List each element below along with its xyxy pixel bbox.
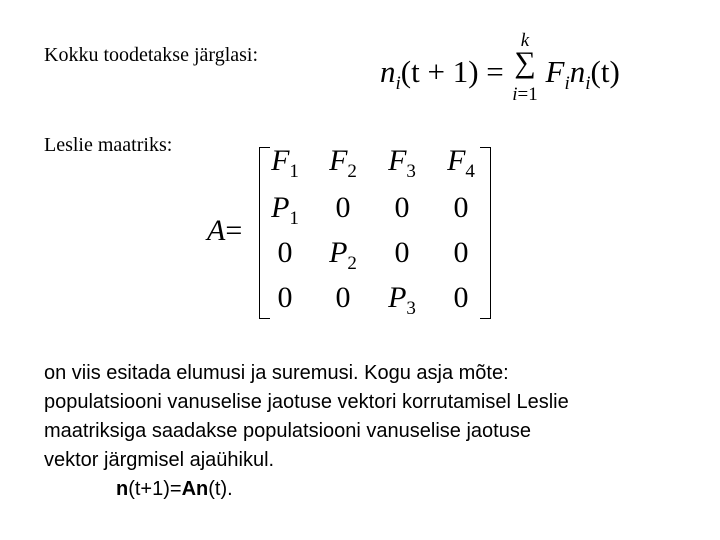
sum-upper-limit: k: [520, 30, 530, 51]
matrix-cell-r2-c1: $P_1$: [271, 191, 299, 229]
matrix-name: A=: [207, 214, 243, 247]
produced-offspring-label: Kokku toodetakse järglasi:: [44, 44, 259, 66]
sum-lower-limit: i=1: [512, 84, 538, 105]
explanation-line: maatriksiga saadakse populatsiooni vanuselise jaotuse: [44, 420, 531, 442]
matrix-cell-r3-c1: 0: [277, 236, 293, 269]
offspring-formula: [380, 28, 680, 110]
explanation-line: populatsiooni vanuselise jaotuse vektori korrutamisel Leslie: [44, 391, 569, 413]
formula-rhs-f: F: [545, 54, 565, 89]
formula-lhs-var: n: [380, 54, 396, 89]
matrix-cell-r4-c1: 0: [277, 281, 293, 314]
matrix-cell-r1-c3: $F_3$: [388, 144, 416, 182]
matrix-cell-r1-c1: $F_1$: [271, 144, 299, 182]
matrix-cell-r3-c4: 0: [453, 236, 469, 269]
formula-rhs-f-sub: i: [564, 73, 570, 94]
projection-formula: n(t+1)=An(t).: [116, 478, 233, 500]
matrix-cell-r3-c3: 0: [394, 236, 410, 269]
leslie-matrix-label: Leslie maatriks:: [44, 134, 173, 156]
formula-rhs-arg: (t): [590, 54, 620, 89]
matrix-cell-r2-c3: 0: [394, 191, 410, 224]
formula-rhs-n: n: [569, 54, 586, 89]
matrix-cell-r4-c2: 0: [335, 281, 351, 314]
formula-lhs-sub: i: [395, 73, 401, 94]
formula-lhs-arg: (t + 1) =: [400, 54, 512, 89]
explanation-line: on viis esitada elumusi ja suremusi. Kogu asja mõte:: [44, 362, 509, 384]
matrix-cell-r4-c3: $P_3$: [388, 281, 416, 319]
formula-main: [380, 54, 620, 95]
matrix-cell-r4-c4: 0: [453, 281, 469, 314]
matrix-cell-r3-c2: $P_2$: [329, 236, 357, 274]
sigma-symbol: ∑: [514, 46, 536, 79]
matrix-cell-r1-c4: $F_4$: [447, 144, 475, 182]
formula-rhs-n-sub: i: [585, 73, 591, 94]
matrix-cell-r2-c4: 0: [453, 191, 469, 224]
explanation-text: [44, 359, 704, 504]
explanation-line: vektor järgmisel ajaühikul.: [44, 449, 275, 471]
matrix-cell-r2-c2: 0: [335, 191, 351, 224]
matrix-cell-r1-c2: $F_2$: [329, 144, 357, 182]
